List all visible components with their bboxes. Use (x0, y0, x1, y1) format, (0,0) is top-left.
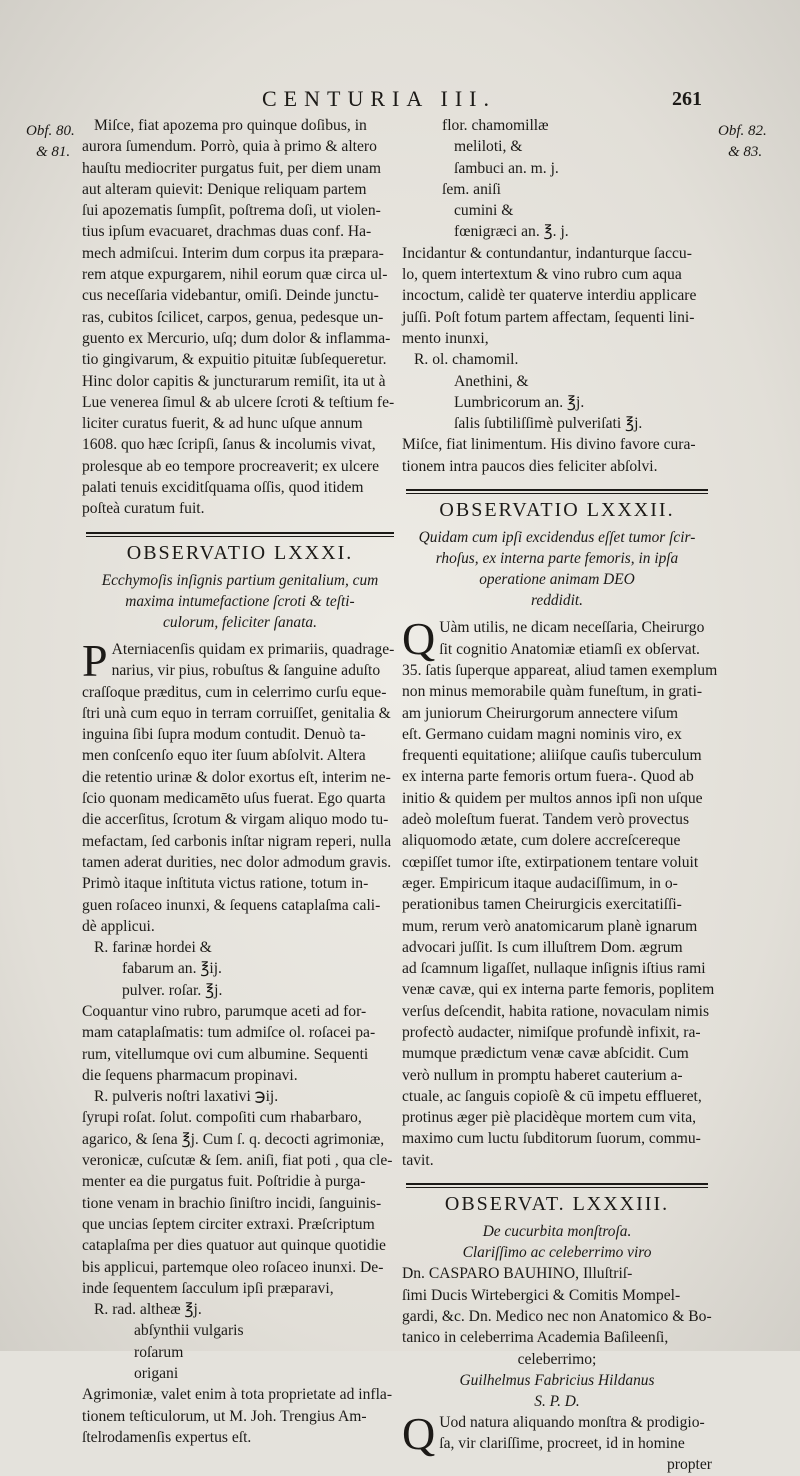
paragraph (402, 243, 712, 349)
text-line: menter ea die purgatus fuit. Poſtridie à purga- (82, 1173, 366, 1191)
text-line: lo, quem intertextum & vino rubro cum aqua (402, 266, 682, 284)
text-line: ad ſcamnum ligaſſet, nullaque inſignis iſtius rami (402, 960, 706, 978)
text-line: aut alteram quievit: Denique reliquam partem (82, 180, 367, 198)
text-line: palati tenuis exciditſquama oſſis, quod itidem (82, 479, 364, 497)
paragraph-continuation (82, 115, 398, 520)
text-line: tius ipſum evacuaret, drachmas duas conf. Ha- (82, 223, 372, 241)
text-line: tione venam in brachio ſiniſtro incidi, ſanguinis- (82, 1194, 382, 1212)
greeting: S. P. D. (534, 1392, 580, 1410)
observation-subtitle (402, 527, 712, 611)
running-head: CENTURIA III. (262, 86, 496, 111)
recipe-line: ſalis ſubtiliſſimè pulveriſati ℥j. (454, 415, 643, 433)
text-line: 1608. quo hæc ſcripſi, ſanus & incolumis vivat, (82, 436, 376, 454)
text-line: cus neceſſaria videbantur, omiſi. Deinde junctu- (82, 287, 379, 305)
recipe-line: fœnigræci an. ℥. j. (454, 223, 569, 241)
text-line: ſa, vir clariſſime, procreet, id in homine (439, 1435, 685, 1453)
text-line: protinus æger piè placidèque mortem cum vita, (402, 1109, 697, 1127)
margin-note-line: & 81. (36, 144, 71, 160)
dedication-line: Clariſſimo ac celeberrimo viro (462, 1244, 652, 1262)
text-line: verſus deſcendit, habita ratione, novaculam nimis (402, 1002, 710, 1020)
text-line: tanico in celeberrima Academia Baſileenſi, (402, 1329, 669, 1347)
text-line: agarico, & ſena ℥j. Cum ſ. q. decocti agrimoniæ, (82, 1130, 385, 1148)
text-line: venæ cavæ, qui ex interna parte femoris, poplitem (402, 981, 715, 999)
text-line: mum, rerum verò anatomicarum planè ignarum (402, 917, 698, 935)
text-line: adeò moleſtum fuerat. Tandem verò provectus (402, 811, 690, 829)
text-line: æger. Empiricum itaque audaciſſimum, in o- (402, 874, 678, 892)
recipe-line: ſambuci an. m. j. (454, 159, 559, 177)
text-line: die ſequens pharmacum propinavi. (82, 1066, 298, 1084)
margin-note-line: Obf. 82. (718, 123, 767, 139)
subtitle-line: operatione animam DEO (479, 571, 635, 589)
text-line: que uncias ſeptem circiter extraxi. Præſcriptum (82, 1215, 375, 1233)
text-line: mefactam, ſed carbonis inſtar nigram reperi, nulla (82, 832, 392, 850)
text-line: craſſoque præditus, cum in celerrimo curſu eque- (82, 683, 387, 701)
subtitle-line: reddidit. (530, 592, 583, 610)
text-line: mento inunxi, (402, 329, 489, 347)
text-line: ex interna parte femoris ortum fuera-. Quod ab (402, 768, 694, 786)
text-line: ſyrupi roſat. ſolut. compoſiti cum rhabarbaro, (82, 1109, 362, 1127)
recipe-line: cumini & (454, 202, 514, 220)
observation-subtitle: De cucurbita monſtroſa. (482, 1223, 632, 1241)
observation-title: OBSERVATIO LXXXI. (126, 541, 354, 564)
observation-body (402, 613, 718, 1171)
text-line: bis applicui, partemque oleo roſaceo inunxi. De- (82, 1258, 384, 1276)
subtitle-line: Ecchymoſis inſignis partium genitalium, cum (101, 571, 379, 589)
text-line: narius, vir pius, robuſtus & ſanguine aduſto (111, 662, 381, 680)
text-line: ſimi Ducis Wirtebergici & Comitis Mompel- (402, 1286, 681, 1304)
text-line: 35. ſatis ſuperque appareat, aliud tamen exemplum (402, 661, 718, 679)
text-line: poſteà curatum fuit. (82, 500, 205, 518)
text-line: Aterniacenſis quidam ex primariis, quadrage- (111, 640, 395, 658)
observation-title: OBSERVATIO LXXXII. (439, 499, 675, 522)
recipe (402, 349, 712, 434)
recipe-line: R. pulveris noſtri laxativi ℈ij. (94, 1088, 279, 1106)
recipe-line: meliloti, & (454, 138, 523, 156)
recipe-line: abſynthii vulgaris (134, 1322, 244, 1340)
text-line: profectò audacter, nimiſque profundè infixit, ra- (402, 1023, 701, 1041)
right-column (402, 115, 718, 1476)
text-line: mech admiſcui. Interim dum corpus ita præpara- (82, 244, 384, 262)
text-line: Lue venerea ſimul & ab ulcere ſcroti & teſtium fe- (82, 393, 395, 411)
text-line: ſtelrodamenſis expertus eſt. (82, 1428, 252, 1446)
recipe-line: roſarum (134, 1343, 184, 1361)
subtitle-line: Quidam cum ipſi excidendus eſſet tumor ſcir- (418, 529, 696, 547)
section-divider (86, 532, 394, 537)
text-line: juſſi. Poſt fotum partem affectam, ſequenti lini- (402, 308, 695, 326)
text-line: tamen aderat durities, nec dolor admodum gravis. (82, 853, 392, 871)
text-line: Dn. CASPARO BAUHINO, Illuſtriſ- (402, 1265, 633, 1283)
subtitle-line: culorum, feliciter ſanata. (163, 613, 317, 631)
margin-note-right (718, 121, 767, 163)
text-line: ſtri unà cum equo in terram corruiſſet, genitalia & (82, 704, 391, 722)
text-line: cataplaſma per dies quatuor aut quinque quotidie (82, 1237, 386, 1255)
text-line: veronicæ, cuſcutæ & ſem. aniſi, fiat poti , qua cle- (82, 1152, 393, 1170)
paragraph (402, 434, 712, 477)
recipe-line: R. rad. altheæ ℥j. (94, 1301, 202, 1319)
page-number: 261 (672, 88, 702, 110)
text-line: Miſce, fiat linimentum. His divino favore cura- (402, 436, 696, 454)
text-line: Miſce, fiat apozema pro quinque doſibus, in (94, 117, 367, 134)
margin-note-left (26, 121, 75, 163)
text-line: Agrimoniæ, valet enim à tota proprietate ad infla- (82, 1386, 393, 1404)
text-line: prolesque ab eo tempore procreaverit; ex ulcere (82, 457, 379, 475)
text-line: dè applicui. (82, 917, 155, 935)
margin-note-line: & 83. (728, 144, 763, 160)
drop-cap: Q (402, 1407, 436, 1459)
observation-subtitle (82, 570, 398, 633)
text-line: inde ſequentem ſacculum ipſi præparavi, (82, 1279, 334, 1297)
recipe-line: ſem. aniſi (442, 180, 501, 198)
text-line: gardi, &c. Dn. Medico nec non Anatomico & Bo- (402, 1307, 712, 1325)
section-divider (406, 1183, 708, 1188)
section-divider (406, 489, 708, 494)
text-line: ſit cognitio Anatomiæ etiamſi ex obſervat. (439, 640, 700, 658)
text-line: hauſtu mediocriter purgatus fuit, per diem unam (82, 159, 381, 177)
recipe-line: Anethini, & (454, 372, 529, 390)
text-line: men conſcenſo equo iter ſuum abſolvit. Altera (82, 747, 366, 765)
observation-body (82, 634, 398, 1448)
text-line: initio & quidem per multos annos ipſi non uſque (402, 789, 703, 807)
text-line: die accerſitus, ſcrotum & virgam aliquo modo tu- (82, 811, 389, 829)
subtitle-line: maxima intumefactione ſcroti & teſti- (125, 592, 355, 610)
text-line: tionem teſticulorum, ut M. Joh. Trengius Am- (82, 1407, 367, 1425)
text-line: aurora ſumendum. Porrò, quia à primo & altero (82, 138, 377, 156)
text-line: ſui apozematis ſumpſit, poſtrema doſi, ut violen- (82, 202, 381, 220)
text-line: am juniorum Cheirurgorum annectere viſum (402, 704, 678, 722)
recipe-line: R. ol. chamomil. (414, 351, 519, 369)
text-line: aliquomodo ætate, cum dolere accreſcereque (402, 832, 681, 850)
text-line: celeberrimo; (517, 1350, 597, 1368)
subtitle-line: rhoſus, ex interna parte femoris, in ipſa (435, 550, 679, 568)
recipe-line: Lumbricorum an. ℥j. (454, 393, 585, 411)
text-line: advocari juſſit. Is cum illuſtrem Dom. ægrum (402, 938, 683, 956)
text-line: guento ex Mercurio, uſq; dum dolor & inflamma- (82, 329, 391, 347)
text-line: tio gingivarum, & expuitio pituitæ ſubſequeretur. (82, 351, 387, 369)
recipe-line: R. farinæ hordei & (94, 939, 212, 957)
text-line: frequenti equitatione; aliiſque cauſis tuberculum (402, 747, 702, 765)
text-line: incoctum, calidè ter quaterve interdiu applicare (402, 287, 697, 305)
recipe-line: pulver. roſar. ℥j. (122, 981, 223, 999)
text-line: non minus memorabile quàm funeſtum, in grati- (402, 683, 703, 701)
recipe-line: origani (134, 1365, 179, 1383)
text-line: inguina ſibi ſupra modum contudit. Denuò ta- (82, 726, 366, 744)
text-line: mumque prædictum venæ cavæ abſcidit. Cum (402, 1045, 689, 1063)
text-line: Uod natura aliquando monſtra & prodigio- (439, 1413, 705, 1431)
left-column (82, 115, 398, 1448)
text-line: rem atque expurgarem, nihil eorum quæ circa ul- (82, 266, 388, 284)
recipe-line: fabarum an. ℥ij. (122, 960, 222, 978)
text-line: Coquantur vino rubro, parumque aceti ad for- (82, 1002, 367, 1020)
dedication-address (402, 1263, 712, 1369)
text-line: Primò itaque inſtituta victus ratione, totum in- (82, 875, 369, 893)
observation-title: OBSERVAT. LXXXIII. (444, 1193, 670, 1216)
text-line: cœpiſſet tumor iſte, extirpationem tentare voluit (402, 853, 699, 871)
text-line: guen roſaceo inunxi, & ſequens cataplaſma cali- (82, 896, 381, 914)
margin-note-line: Obf. 80. (26, 123, 75, 139)
text-line: ctuale, ac ſanguis copioſè & cū impetu efflueret, (402, 1087, 702, 1105)
text-line: perationibus tamen Cheirurgicis exercitatiſſi- (402, 896, 682, 914)
text-line: verò nullum in promptu haberet cauterium a- (402, 1066, 683, 1084)
text-line: Incidantur & contundantur, indanturque ſaccu- (402, 244, 692, 262)
text-line: Uàm utilis, ne dicam neceſſaria, Cheirurgo (439, 619, 705, 637)
text-line: ſcio quonam medicamēto uſus fuerat. Ego quarta (82, 790, 386, 808)
text-line: eſt. Germano cuidam magni nominis viro, ex (402, 725, 682, 743)
drop-cap: Q (402, 613, 436, 665)
text-line: maximo cum luctu ſubditorum ſuorum, commu- (402, 1130, 701, 1148)
text-line: tionem intra paucos dies feliciter abſolvi. (402, 457, 658, 475)
catchword: propter (666, 1456, 712, 1474)
text-line: Hinc dolor capitis & juncturarum remiſit, ita ut à (82, 372, 386, 390)
drop-cap: P (82, 634, 108, 686)
recipe-line: flor. chamomillæ (442, 117, 549, 134)
text-line: tavit. (402, 1151, 434, 1169)
observation-body (402, 1407, 712, 1476)
text-line: mam cataplaſmatis: tum admiſce ol. roſacei pa- (82, 1024, 376, 1042)
text-line: liciter curatus fuerit, & ad hunc uſque annum (82, 415, 363, 433)
text-line: ras, cubitos ſcilicet, carpos, genua, pedesque un- (82, 308, 384, 326)
author-name: Guilhelmus Fabricius Hildanus (459, 1371, 655, 1389)
recipe-continuation (402, 115, 712, 243)
text-line: rum, vitellumque ovi cum albumine. Sequenti (82, 1045, 369, 1063)
text-line: die retentio urinæ & dolor exortus eſt, interim ne- (82, 768, 391, 786)
